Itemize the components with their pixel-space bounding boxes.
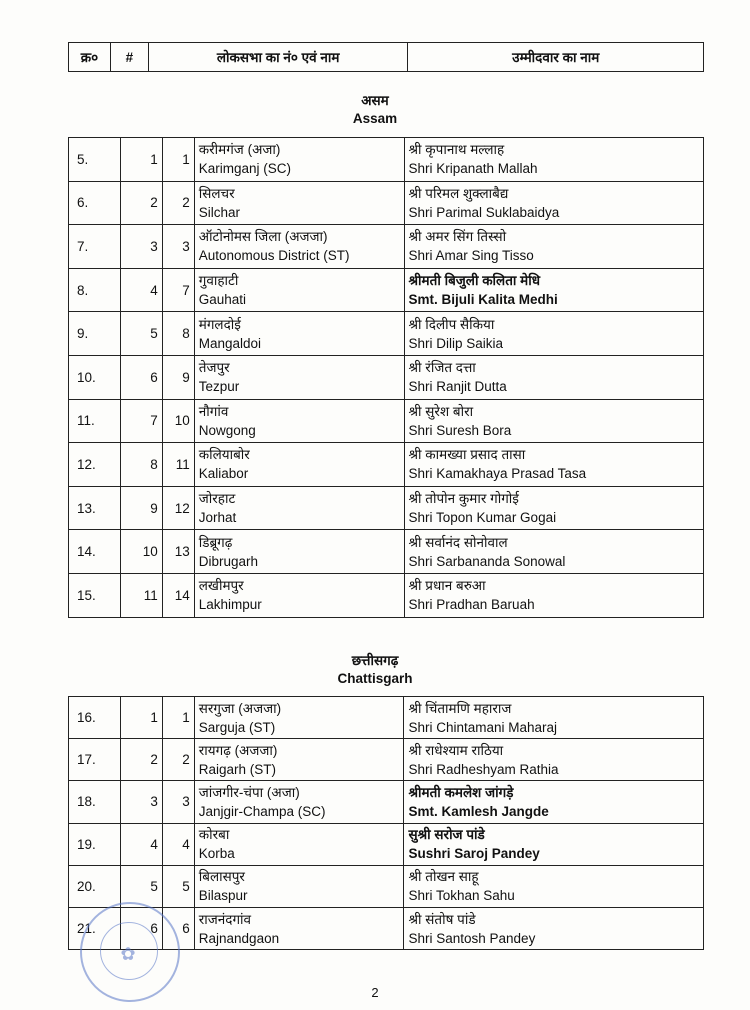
candidate-name-hindi: श्री चिंतामणि महाराज — [408, 700, 512, 716]
state-index-cell — [120, 355, 162, 399]
constituency-cell — [194, 268, 404, 312]
constituency-number: 2 — [182, 752, 190, 768]
constituency-name-hindi: डिब्रूगढ़ — [198, 534, 233, 550]
serial-number-cell — [69, 781, 121, 823]
constituency-name-hindi: करीमगंज (अजा) — [198, 142, 281, 158]
constituency-cell — [194, 443, 404, 487]
constituency-number: 1 — [182, 710, 190, 726]
serial-number-cell — [69, 268, 121, 312]
table-row — [69, 486, 704, 530]
state-index-cell — [120, 138, 162, 182]
constituency-number-cell — [162, 781, 194, 823]
serial-number: 9. — [77, 326, 89, 342]
constituency-number-cell — [162, 443, 194, 487]
serial-number: 10. — [77, 369, 96, 385]
candidate-name-hindi: श्री संतोष पांडे — [408, 911, 476, 927]
state-index: 8 — [150, 456, 158, 472]
constituency-name-english: Jorhat — [198, 510, 237, 526]
candidate-cell — [404, 865, 704, 907]
constituency-number: 11 — [175, 456, 190, 472]
candidate-cell — [404, 907, 704, 949]
constituency-cell — [194, 355, 404, 399]
constituency-number: 12 — [174, 500, 190, 516]
constituency-cell — [194, 823, 404, 865]
table-row — [69, 781, 704, 823]
constituency-number-cell — [162, 530, 194, 574]
candidate-name-english: Shri Tokhan Sahu — [408, 888, 515, 904]
state-index-cell — [120, 486, 162, 530]
candidate-cell — [404, 355, 704, 399]
candidate-name-hindi: श्री रंजित दत्ता — [408, 360, 476, 376]
header-candidate: उम्मीदवार का नाम — [408, 43, 704, 72]
state-index: 3 — [150, 794, 158, 810]
constituency-name-english: Rajnandgaon — [198, 930, 280, 946]
table-row — [69, 138, 704, 182]
state-index: 9 — [150, 500, 158, 516]
constituency-name-english: Korba — [198, 846, 235, 862]
serial-number: 7. — [77, 238, 89, 254]
column-header-table — [68, 42, 704, 72]
table-row — [69, 697, 704, 739]
constituency-number-cell — [162, 181, 194, 225]
serial-number: 12. — [77, 456, 96, 472]
state-index-cell — [120, 530, 162, 574]
candidate-cell — [404, 312, 704, 356]
state-index-cell — [120, 312, 162, 356]
serial-number: 11. — [77, 413, 95, 429]
constituency-name-hindi: गुवाहाटी — [198, 273, 239, 289]
serial-number-cell — [69, 739, 121, 781]
header-constituency: लोकसभा का नं० एवं नाम — [148, 43, 408, 72]
candidate-cell — [404, 781, 704, 823]
section-title-assam — [0, 92, 750, 128]
constituency-name-english: Autonomous District (ST) — [198, 248, 350, 264]
candidate-name-english: Shri Kamakhaya Prasad Tasa — [408, 466, 587, 482]
constituency-number: 7 — [182, 282, 190, 298]
constituency-name-english: Nowgong — [198, 422, 256, 438]
candidate-name-hindi: सुश्री सरोज पांडे — [408, 827, 485, 843]
constituency-name-english: Lakhimpur — [198, 597, 262, 613]
constituency-cell — [194, 312, 404, 356]
candidate-cell — [404, 181, 704, 225]
constituency-name-hindi: रायगढ़ (अजजा) — [198, 742, 278, 758]
serial-number-cell — [69, 823, 121, 865]
constituency-name-english: Tezpur — [198, 379, 240, 395]
constituency-cell — [194, 573, 404, 617]
table-row — [69, 355, 704, 399]
serial-number-cell — [69, 181, 121, 225]
section-title-hindi: असम — [361, 93, 389, 108]
serial-number-cell — [69, 573, 121, 617]
candidate-name-hindi: श्री सर्वानंद सोनोवाल — [408, 534, 508, 550]
candidate-cell — [404, 268, 704, 312]
candidate-name-english: Shri Ranjit Dutta — [408, 379, 507, 395]
candidate-name-english: Smt. Kamlesh Jangde — [408, 803, 549, 819]
constituency-name-english: Kaliabor — [198, 466, 249, 482]
state-index: 3 — [150, 238, 158, 254]
section-title-hindi: छत्तीसगढ़ — [351, 653, 399, 668]
constituency-name-english: Janjgir-Champa (SC) — [198, 803, 326, 819]
constituency-number-cell — [162, 739, 194, 781]
constituency-cell — [194, 739, 404, 781]
constituency-number-cell — [162, 486, 194, 530]
constituency-name-english: Bilaspur — [198, 888, 248, 904]
candidate-cell — [404, 225, 704, 269]
serial-number: 6. — [77, 195, 89, 211]
constituency-name-hindi: कोरबा — [198, 827, 230, 843]
constituency-name-english: Raigarh (ST) — [198, 761, 277, 777]
constituency-cell — [194, 907, 404, 949]
table-row — [69, 443, 704, 487]
constituency-name-hindi: बिलासपुर — [198, 869, 245, 885]
constituency-number-cell — [162, 225, 194, 269]
serial-number: 17. — [77, 752, 96, 768]
state-index: 4 — [150, 282, 158, 298]
serial-number: 18. — [77, 794, 96, 810]
candidate-name-english: Sushri Saroj Pandey — [408, 846, 540, 862]
candidate-name-english: Shri Kripanath Mallah — [408, 161, 538, 177]
constituency-name-hindi: लखीमपुर — [198, 578, 244, 594]
constituency-number: 3 — [182, 794, 190, 810]
candidate-name-hindi: श्री कामख्या प्रसाद तासा — [408, 447, 526, 463]
candidate-name-english: Shri Amar Sing Tisso — [408, 248, 534, 264]
constituency-number: 13 — [174, 544, 190, 560]
constituency-name-hindi: जांजगीर-चंपा (अजा) — [198, 784, 300, 800]
constituency-name-hindi: सरगुजा (अजजा) — [198, 700, 282, 716]
constituency-name-hindi: राजनंदगांव — [198, 911, 252, 927]
serial-number: 5. — [77, 151, 89, 167]
constituency-name-hindi: जोरहाट — [198, 491, 236, 507]
constituency-number: 3 — [182, 238, 190, 254]
state-index-cell — [120, 697, 162, 739]
constituency-number: 14 — [174, 587, 190, 603]
constituency-number-cell — [162, 312, 194, 356]
table-row — [69, 865, 704, 907]
constituency-number-cell — [162, 138, 194, 182]
constituency-name-hindi: नौगांव — [198, 403, 229, 419]
serial-number-cell — [69, 312, 121, 356]
state-index-cell — [120, 399, 162, 443]
section-title-chhattisgarh — [0, 652, 750, 688]
candidate-name-english: Shri Dilip Saikia — [408, 335, 504, 351]
candidate-name-hindi: श्रीमती कमलेश जांगड़े — [408, 784, 514, 800]
candidate-name-hindi: श्री सुरेश बोरा — [408, 403, 474, 419]
state-index-cell — [120, 268, 162, 312]
candidate-name-hindi: श्री प्रधान बरुआ — [408, 578, 486, 594]
constituency-number-cell — [162, 697, 194, 739]
column-header-row — [69, 43, 704, 72]
constituency-number: 5 — [182, 878, 190, 894]
candidate-cell — [404, 823, 704, 865]
assam-candidate-table — [68, 137, 704, 618]
state-index: 6 — [150, 921, 158, 937]
candidate-name-english: Shri Chintamani Maharaj — [408, 719, 558, 735]
candidate-cell — [404, 697, 704, 739]
constituency-name-english: Sarguja (ST) — [198, 719, 276, 735]
state-index-cell — [120, 739, 162, 781]
state-index-cell — [120, 823, 162, 865]
candidate-name-hindi: श्री अमर सिंग तिस्सो — [408, 229, 507, 245]
state-index-cell — [120, 573, 162, 617]
constituency-number-cell — [162, 399, 194, 443]
serial-number: 15. — [77, 587, 96, 603]
state-index-cell — [120, 181, 162, 225]
state-index: 11 — [143, 587, 158, 603]
constituency-number: 10 — [174, 413, 190, 429]
serial-number: 13. — [77, 500, 96, 516]
candidate-name-hindi: श्री राधेश्याम राठिया — [408, 742, 504, 758]
state-index: 7 — [150, 413, 158, 429]
candidate-cell — [404, 573, 704, 617]
constituency-number: 2 — [182, 195, 190, 211]
page-number: 2 — [371, 985, 379, 1000]
serial-number-cell — [69, 443, 121, 487]
serial-number-cell — [69, 697, 121, 739]
candidate-cell — [404, 138, 704, 182]
serial-number-cell — [69, 865, 121, 907]
table-row — [69, 312, 704, 356]
table-row — [69, 739, 704, 781]
state-index: 2 — [150, 195, 158, 211]
chhattisgarh-candidate-table — [68, 696, 704, 950]
constituency-cell — [194, 138, 404, 182]
candidate-cell — [404, 530, 704, 574]
serial-number: 16. — [77, 710, 96, 726]
serial-number-cell — [69, 530, 121, 574]
table-row — [69, 181, 704, 225]
constituency-number: 1 — [182, 151, 190, 167]
serial-number-cell — [69, 486, 121, 530]
header-hash: # — [110, 43, 148, 72]
serial-number-cell — [69, 399, 121, 443]
candidate-cell — [404, 486, 704, 530]
candidate-name-hindi: श्री परिमल शुक्लाबैद्य — [408, 185, 509, 201]
table-row — [69, 573, 704, 617]
serial-number: 21. — [77, 921, 96, 937]
constituency-name-english: Dibrugarh — [198, 553, 259, 569]
lotus-icon: ✿ — [120, 944, 136, 964]
header-kr: क्र० — [69, 43, 111, 72]
state-index: 1 — [150, 710, 158, 726]
candidate-name-english: Shri Sarbananda Sonowal — [408, 553, 566, 569]
constituency-cell — [194, 399, 404, 443]
candidate-cell — [404, 739, 704, 781]
state-index: 5 — [150, 878, 158, 894]
state-index-cell — [120, 443, 162, 487]
candidate-name-english: Shri Pradhan Baruah — [408, 597, 535, 613]
constituency-number-cell — [162, 823, 194, 865]
state-index: 6 — [150, 369, 158, 385]
candidate-name-hindi: श्री तोखन साहू — [408, 869, 479, 885]
constituency-name-english: Mangaldoi — [198, 335, 262, 351]
candidate-cell — [404, 443, 704, 487]
candidate-name-english: Shri Parimal Suklabaidya — [408, 204, 560, 220]
candidate-name-hindi: श्रीमती बिजुली कलिता मेधि — [408, 273, 541, 289]
constituency-cell — [194, 225, 404, 269]
candidate-name-hindi: श्री कृपानाथ मल्लाह — [408, 142, 505, 158]
serial-number: 20. — [77, 878, 96, 894]
state-index-cell — [120, 225, 162, 269]
table-row — [69, 823, 704, 865]
constituency-number-cell — [162, 355, 194, 399]
state-index-cell — [120, 781, 162, 823]
constituency-cell — [194, 697, 404, 739]
candidate-name-hindi: श्री तोपोन कुमार गोगोई — [408, 491, 519, 507]
constituency-name-english: Karimganj (SC) — [198, 161, 292, 177]
constituency-number-cell — [162, 573, 194, 617]
constituency-cell — [194, 181, 404, 225]
constituency-number: 9 — [182, 369, 190, 385]
constituency-cell — [194, 530, 404, 574]
constituency-name-english: Gauhati — [198, 292, 247, 308]
state-index: 5 — [150, 326, 158, 342]
constituency-number: 4 — [182, 836, 190, 852]
state-index: 4 — [150, 836, 158, 852]
constituency-cell — [194, 865, 404, 907]
candidate-name-english: Shri Santosh Pandey — [408, 930, 536, 946]
constituency-name-hindi: सिलचर — [198, 185, 235, 201]
serial-number-cell — [69, 355, 121, 399]
serial-number: 14. — [77, 544, 96, 560]
constituency-cell — [194, 781, 404, 823]
state-index: 10 — [142, 544, 158, 560]
table-row — [69, 225, 704, 269]
constituency-number: 8 — [182, 326, 190, 342]
candidate-name-english: Shri Suresh Bora — [408, 422, 512, 438]
constituency-cell — [194, 486, 404, 530]
serial-number-cell — [69, 138, 121, 182]
constituency-number: 6 — [182, 921, 190, 937]
candidate-name-english: Shri Radheshyam Rathia — [408, 761, 559, 777]
candidate-name-english: Shri Topon Kumar Gogai — [408, 510, 557, 526]
candidate-cell — [404, 399, 704, 443]
serial-number: 19. — [77, 836, 96, 852]
candidate-name-hindi: श्री दिलीप सैकिया — [408, 316, 495, 332]
constituency-name-hindi: कलियाबोर — [198, 447, 250, 463]
state-index: 2 — [150, 752, 158, 768]
constituency-name-hindi: मंगलदोई — [198, 316, 241, 332]
state-index: 1 — [150, 151, 158, 167]
candidate-name-english: Smt. Bijuli Kalita Medhi — [408, 292, 558, 308]
table-row — [69, 399, 704, 443]
constituency-number-cell — [162, 268, 194, 312]
serial-number-cell — [69, 225, 121, 269]
table-row — [69, 268, 704, 312]
constituency-name-hindi: ऑटोनोमस जिला (अजजा) — [198, 229, 328, 245]
section-title-english: Chattisgarh — [337, 671, 413, 686]
constituency-number-cell — [162, 865, 194, 907]
constituency-name-english: Silchar — [198, 204, 241, 220]
constituency-name-hindi: तेजपुर — [198, 360, 230, 376]
section-title-english: Assam — [352, 111, 398, 126]
table-row — [69, 530, 704, 574]
serial-number: 8. — [77, 282, 89, 298]
